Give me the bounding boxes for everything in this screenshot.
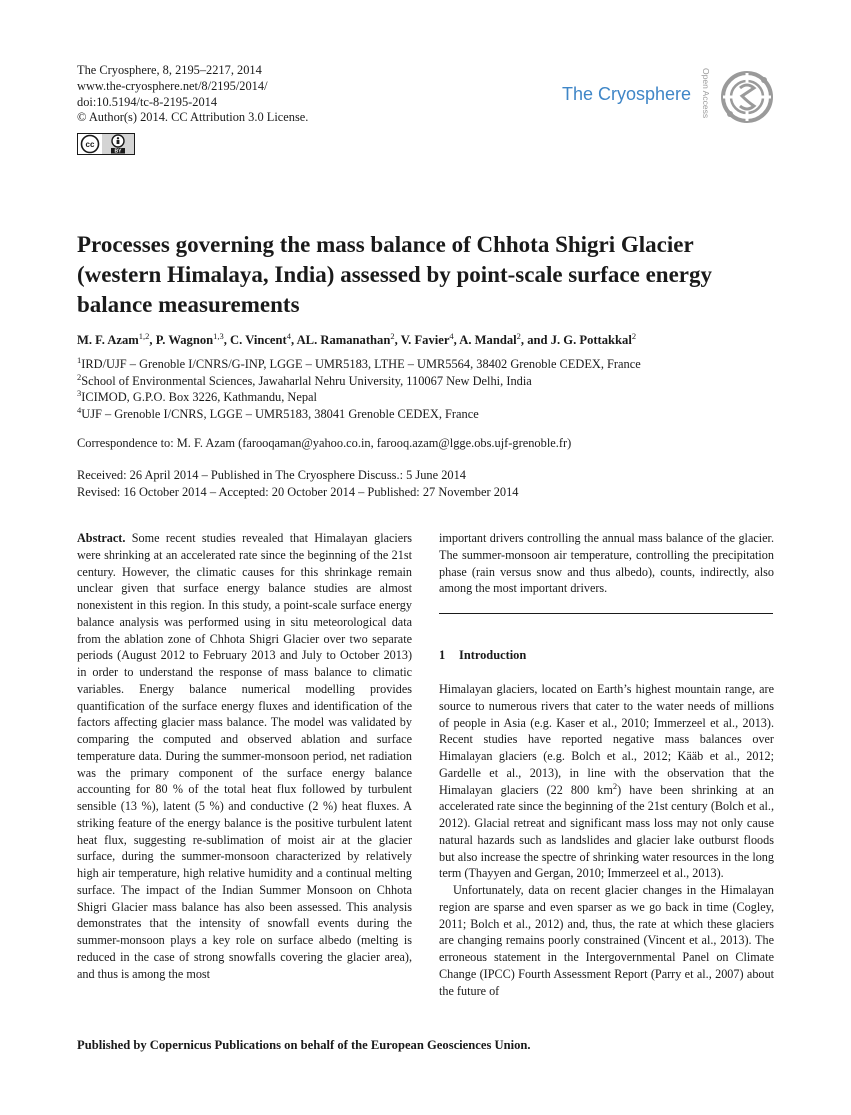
doi[interactable]: doi:10.5194/tc-8-2195-2014: [77, 94, 218, 109]
author: M. F. Azam$^{1,2}$,: [77, 331, 156, 347]
abstract-text: Some recent studies revealed that Himalayan glaciers were shrinking at an accelerated rate since the beginning of the 21st century. However, the climatic causes for this shrinkage remain unclear given that surface energy balance studies are almost nonexistent in this region. In this study, a point-scale surface energy balance analysis was performed using in situ meteorological data from the ablation zone of Chhota Shigri Glacier over two separate periods (August 2012 to February 2013 and July to October 2013) in order to understand the response of mass balance to climatic variables. Energy balance numerical modelling provides quantification of the surface energy fluxes and identification of the factors affecting glacier mass balance. The model was validated by comparing the computed and observed ablation and surface temperature data. During the summer-monsoon period, net radiation was the primary component of the surface energy balance accounting for 80 % of the total heat flux followed by turbulent sensible (13 %), latent (5 %) and conductive (2 %) heat fluxes. A striking feature of the energy balance is the positive turbulent latent heat flux, suggesting re-sublimation of moist air at the glacier surface, during the summer-monsoon characterized by relatively high air temperature, high relative humidity and a continual melting surface. The impact of the Indian Summer Monsoon on Chhota Shigri Glacier mass balance has also been assessed. This analysis demonstrates that the intensity of snowfall events during the summer-monsoon plays a key role on surface albedo (melting is reduced in the case of strong snowfalls covering the glacier area), and thus is among the most: [77, 531, 412, 981]
journal-url[interactable]: www.the-cryosphere.net/8/2195/2014/: [77, 78, 268, 93]
section-number: 1: [439, 648, 446, 662]
affiliation: $^1$IRD/UJF – Grenoble I/CNRS/G-INP, LGGE – UMR5183, LTHE – UMR5564, 38402 Grenoble CEDEX, France: [77, 355, 641, 371]
affiliation: $^2$School of Environmental Sciences, Jawaharlal Nehru University, 110067 New Delhi, India: [77, 371, 532, 388]
affiliations: [77, 356, 641, 422]
journal-logo[interactable]: [560, 62, 775, 132]
copyright-notice: © Author(s) 2014. CC Attribution 3.0 License.: [77, 110, 309, 125]
by-text: BY: [114, 148, 122, 155]
correspondence: Correspondence to: M. F. Azam (farooqaman@yahoo.co.in, farooq.azam@lgge.obs.ujf-grenoble.fr): [77, 436, 572, 450]
affiliation: $^4$UJF – Grenoble I/CNRS, LGGE – UMR5183, 38041 Grenoble CEDEX, France: [77, 404, 479, 421]
abstract-divider: [439, 613, 773, 614]
egu-emblem-icon: [718, 68, 776, 126]
affiliation: $^3$ICIMOD, G.P.O. Box 3226, Kathmandu, Nepal: [77, 388, 317, 405]
revised-date: Revised: 16 October 2014 – Accepted: 20 October 2014 – Published: 27 November 2014: [77, 484, 519, 499]
abstract: [77, 530, 412, 982]
abstract-label: Abstract.: [77, 531, 126, 545]
open-access-text: Open Access: [701, 68, 711, 119]
publication-dates: [77, 467, 519, 500]
author: P. Wagnon$^{1,3}$,: [155, 331, 231, 347]
author: A. Mandal$^2$, and: [459, 331, 551, 347]
author: C. Vincent$^4$,: [230, 331, 297, 347]
introduction-text: [439, 681, 774, 999]
journal-name: The Cryosphere: [562, 84, 692, 104]
author: AL. Ramanathan$^2$,: [296, 331, 401, 347]
paragraph: Himalayan glaciers, located on Earth’s highest mountain range, are source to numerous rivers that cater to the water needs of millions of people in Asia (e.g. Kaser et al., 2010; Immerzeel et al., 2013). Recent studies have reported negative mass balances over Himalayan glaciers (e.g. Bolch et al., 2012; Kääb et al., 2012; Gardelle et al., 2013), in line with the observation that the Himalayan glaciers (22 800 $km^2$) have been shrinking at an accelerated rate since the beginning of the 21st century (Bolch et al., 2012). Glacial retreat and significant mass loss may not only cause natural hazards such as landslides and glacier lake outburst floods but also increase the spectre of shrinking water resources in the long term (Thayyen and Gergan, 2010; Immerzeel et al., 2013).: [439, 682, 774, 881]
publisher-footer: Published by Copernicus Publications on behalf of the European Geosciences Union.: [77, 1038, 531, 1052]
article-metadata: [77, 63, 308, 126]
author-list: [77, 333, 636, 348]
open-access-label: [693, 66, 711, 130]
section-heading: [439, 648, 526, 663]
cc-by-license-icon[interactable]: [77, 133, 135, 155]
citation: The Cryosphere, 8, 2195–2217, 2014: [77, 63, 262, 77]
paragraph: Unfortunately, data on recent glacier changes in the Himalayan region are sparse and even sparser as we go back in time (Cogley, 2011; Bolch et al., 2012) and, thus, the rate at which these glaciers are changing remains poorly constrained (Vincent et al., 2013). The erroneous statement in the Intergovernmental Panel on Climate Change (IPCC) Fourth Assessment Report (Parry et al., 2007) about the future of: [439, 883, 774, 998]
author: J. G. Pottakkal$^2$: [550, 331, 637, 347]
section-title: Introduction: [459, 648, 527, 662]
abstract-continuation: important drivers controlling the annual mass balance of the glacier. The summer-monsoon air temperature, controlling the precipitation phase (rain versus snow and thus albedo), counts, indirectly, also among the most important drivers.: [439, 531, 774, 596]
received-date: Received: 26 April 2014 – Published in The Cryosphere Discuss.: 5 June 2014: [77, 468, 467, 482]
paper-title: Processes governing the mass balance of Chhota Shigri Glacier (western Himalaya, India) assessed by point-scale surface energy balance measurements: [77, 232, 713, 317]
cc-text: cc: [85, 140, 95, 149]
author: V. Favier$^4$,: [400, 331, 460, 347]
